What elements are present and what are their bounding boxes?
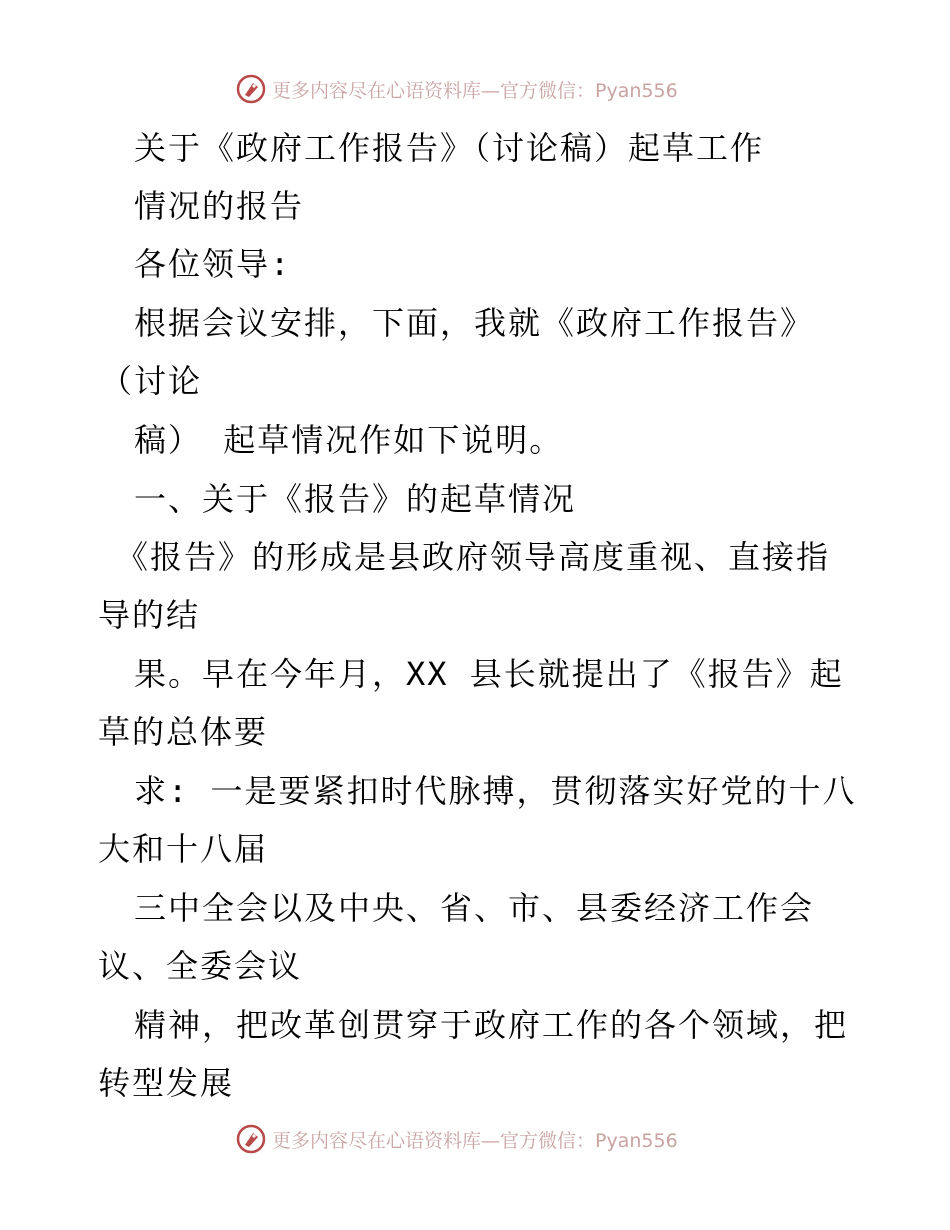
body-line: 求: 一是要紧扣时代脉搏，贯彻落实好党的十八 [134,772,857,810]
watermark-text: 更多内容尽在心语资料库—官方微信：Pyan556 [272,79,678,102]
body-line: 《报告》的形成是县政府领导高度重视、直接指 [116,538,831,576]
document-title-line-1: 关于《政府工作报告》（讨论稿）起草工作 [134,129,765,167]
body-line: 议、全委会议 [98,947,303,985]
pen-nib-logo-icon [236,74,266,104]
body-line: 稿） 起草情况作如下说明。 [134,421,564,459]
body-line: 草的总体要 [98,713,269,751]
document-title-line-2: 情况的报告 [134,187,305,225]
watermark-text: 更多内容尽在心语资料库—官方微信：Pyan556 [272,1129,678,1152]
body-line: 根据会议安排，下面，我就《政府工作报告》 [134,304,815,342]
body-line: 转型发展 [98,1064,235,1102]
body-line: 果。早在今年月，XX 县长就提出了《报告》起 [134,655,844,693]
body-line: 精神，把改革创贯穿于政府工作的各个领域，把 [134,1006,849,1044]
header-watermark [236,71,716,107]
body-line: 大和十八届 [98,830,269,868]
salutation: 各位领导: [134,245,292,283]
body-line: 导的结 [98,596,201,634]
section-heading: 一、关于《报告》的起草情况 [134,480,577,518]
body-line: 三中全会以及中央、省、市、县委经济工作会 [134,889,815,927]
footer-watermark [236,1121,716,1157]
pen-nib-logo-icon [236,1124,266,1154]
body-line: （讨论 [100,362,203,400]
